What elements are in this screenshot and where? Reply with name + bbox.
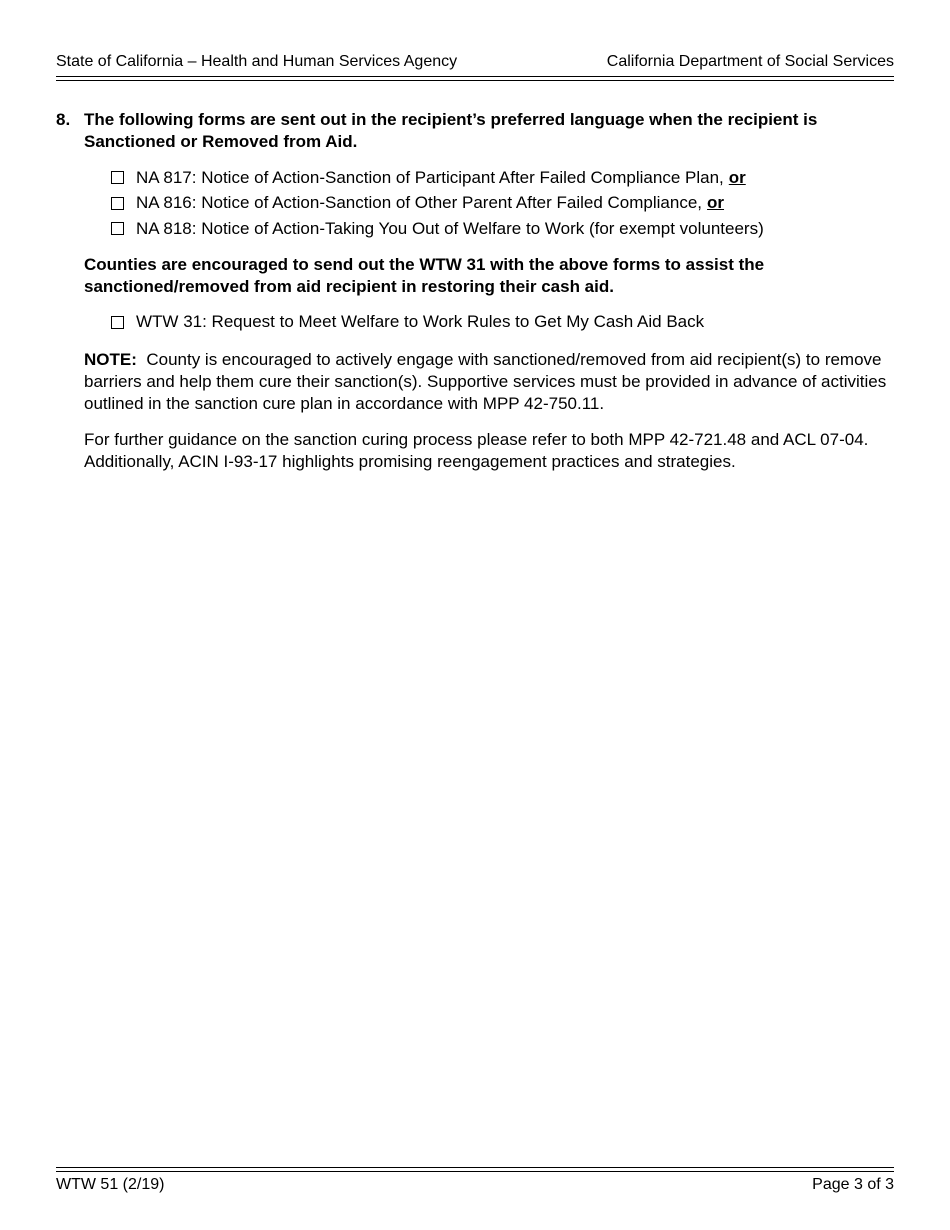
encourage-paragraph: Counties are encouraged to send out the WTW 31 with the above forms to assist the sanctioned/removed from aid recipient in restoring their cash aid. — [84, 254, 765, 296]
or-connector: or — [707, 193, 725, 213]
checkbox-wtw31[interactable] — [111, 316, 124, 329]
header-divider — [56, 76, 894, 81]
question-number: 8. — [56, 110, 71, 129]
question-8-heading — [56, 109, 894, 153]
sanction-form-options — [111, 165, 894, 242]
page-number: Page 3 of 3 — [812, 1176, 894, 1193]
option-label: NA 817: Notice of Action-Sanction of Participant After Failed Compliance Plan, — [136, 167, 724, 187]
option-label: NA 818: Notice of Action-Taking You Out of Welfare to Work (for exempt volunteers) — [136, 218, 764, 238]
option-na818[interactable] — [111, 216, 894, 242]
option-na816[interactable] — [111, 191, 894, 217]
question-text: The following forms are sent out in the recipient’s preferred language when the recipient is Sanctioned or Removed from Aid. — [84, 110, 818, 151]
page-footer — [56, 1175, 894, 1195]
option-label: NA 816: Notice of Action-Sanction of Other Parent After Failed Compliance, — [136, 193, 703, 213]
note-text: County is encouraged to actively engage with sanctioned/removed from aid recipient(s) to remove barriers and help them cure their sanction(s). Supportive services must be provided in advance of activities outlined in the sanction cure plan in accordance with MPP 42-750.11. — [84, 350, 887, 413]
note-paragraph — [84, 349, 894, 415]
or-connector: or — [728, 167, 746, 187]
header-department: California Department of Social Services — [606, 53, 894, 70]
note-label: NOTE: — [84, 350, 137, 369]
guidance-paragraph: For further guidance on the sanction curing process please refer to both MPP 42-721.48 and ACL 07-04. Additionally, ACIN I-93-17 highlights promising reengagement practices and strategies. — [84, 430, 869, 471]
option-na817[interactable] — [111, 165, 894, 191]
question-8 — [56, 109, 894, 473]
option-label: WTW 31: Request to Meet Welfare to Work Rules to Get My Cash Aid Back — [136, 312, 705, 332]
checkbox-na818[interactable] — [111, 222, 124, 235]
checkbox-na817[interactable] — [111, 171, 124, 184]
footer-divider — [56, 1167, 894, 1172]
option-wtw31[interactable] — [111, 310, 894, 336]
wtw31-options — [111, 310, 894, 336]
header-agency: State of California – Health and Human Services Agency — [56, 53, 458, 70]
page-header — [56, 52, 894, 72]
form-id: WTW 51 (2/19) — [56, 1176, 165, 1193]
checkbox-na816[interactable] — [111, 197, 124, 210]
